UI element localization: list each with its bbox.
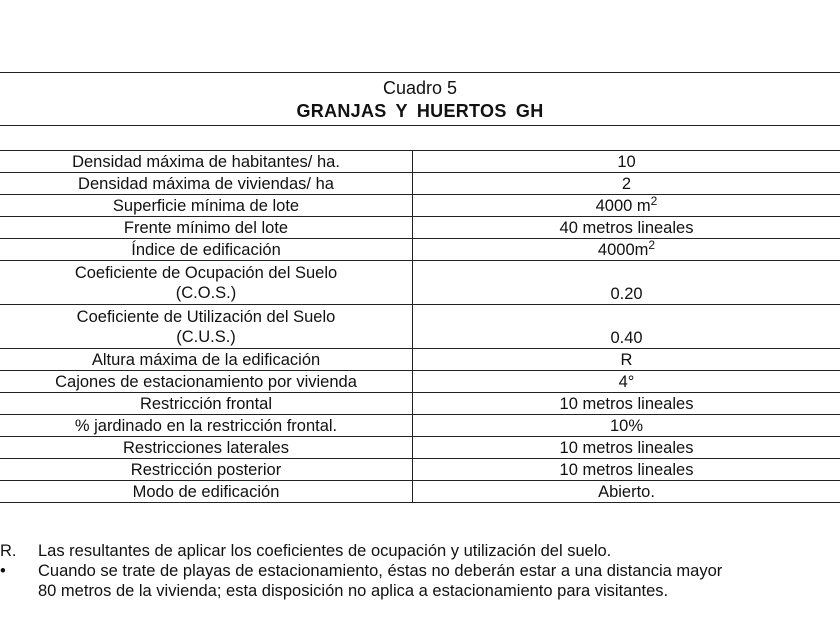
row-value: [413, 173, 840, 195]
row-label-text: Coeficiente de Utilización del Suelo: [76, 307, 336, 326]
row-label-abbrev: (C.U.S.): [176, 327, 236, 346]
row-label-abbrev: (C.O.S.): [175, 283, 237, 302]
row-value-text: Abierto.: [598, 483, 655, 501]
row-value-text: 10 metros lineales: [559, 439, 694, 457]
table-row: [0, 415, 840, 437]
row-value: [413, 371, 840, 393]
table-row: [0, 195, 840, 217]
row-label-text: Frente mínimo del lote: [123, 218, 289, 237]
note-r-marker: R.: [0, 542, 17, 560]
row-label: [0, 437, 413, 459]
row-value: [413, 217, 840, 239]
row-value-superscript: 2: [648, 238, 656, 252]
row-value-text: 2: [621, 175, 632, 193]
bullet-icon: •: [0, 562, 6, 580]
row-label: [0, 151, 413, 173]
row-label: [0, 217, 413, 239]
note-bullet: [0, 561, 840, 581]
row-value-text: R: [620, 351, 633, 369]
table-row: [0, 393, 840, 415]
row-label: [0, 173, 413, 195]
row-label-text: Coeficiente de Ocupación del Suelo: [74, 263, 338, 282]
notes: [0, 541, 840, 601]
row-value-superscript: 2: [650, 194, 658, 208]
row-label-text: Cajones de estacionamiento por vivienda: [55, 372, 357, 391]
row-value: [413, 261, 840, 305]
row-value-text: 10%: [609, 417, 644, 435]
table-row: [0, 371, 840, 393]
table-row: [0, 239, 840, 261]
row-value: [413, 459, 840, 481]
spec-table: [0, 150, 840, 503]
row-label-text: Altura máxima de la edificación: [91, 350, 321, 369]
row-value-text: 0.20: [610, 285, 643, 303]
note-bullet-line2: 80 metros de la vivienda; esta disposición no aplica a estacionamiento para visitantes.: [38, 582, 669, 600]
note-bullet-line1: Cuando se trate de playas de estacionamiento, éstas no deberán estar a una distancia mayor: [38, 562, 723, 580]
row-value-text: 4000m: [597, 241, 649, 259]
row-label: [0, 371, 413, 393]
row-label: [0, 481, 413, 503]
row-value-text: 4000 m: [595, 197, 651, 215]
row-value-text: 10: [617, 153, 636, 171]
row-label-text: Modo de edificación: [132, 482, 280, 501]
row-value: [413, 151, 840, 173]
row-label-text: Restricciones laterales: [123, 438, 289, 457]
row-label-text: Superficie mínima de lote: [112, 196, 300, 215]
row-value: [413, 195, 840, 217]
row-label: [0, 239, 413, 261]
row-label-text: Restricción frontal: [139, 394, 273, 413]
row-value: [413, 305, 840, 349]
table-row: [0, 481, 840, 503]
table-row: [0, 437, 840, 459]
table-row: [0, 151, 840, 173]
row-value: [413, 415, 840, 437]
row-label-text: Índice de edificación: [131, 240, 281, 259]
row-label: [0, 415, 413, 437]
note-r: [0, 541, 840, 561]
caption-number: Cuadro 5: [382, 78, 458, 98]
row-label: [0, 305, 413, 349]
note-r-text: Las resultantes de aplicar los coeficientes de ocupación y utilización del suelo.: [38, 542, 612, 560]
row-value-text: 0.40: [610, 329, 643, 347]
row-value-text: 40 metros lineales: [559, 219, 694, 237]
table-caption: [0, 72, 840, 126]
row-label-text: % jardinado en la restricción frontal.: [74, 416, 338, 435]
table-row: [0, 349, 840, 371]
row-label: [0, 261, 413, 305]
row-label: [0, 349, 413, 371]
row-value: [413, 239, 840, 261]
row-value-text: 10 metros lineales: [559, 395, 694, 413]
row-label-text: Restricción posterior: [130, 460, 282, 479]
caption-title: GRANJAS Y HUERTOS GH: [296, 101, 544, 121]
table-row: [0, 261, 840, 305]
row-value: [413, 393, 840, 415]
row-label: [0, 195, 413, 217]
row-value: [413, 481, 840, 503]
row-value-text: 10 metros lineales: [559, 461, 694, 479]
row-value: [413, 349, 840, 371]
table-row: [0, 217, 840, 239]
table-row: [0, 173, 840, 195]
row-label: [0, 459, 413, 481]
table-row: [0, 305, 840, 349]
row-label-text: Densidad máxima de viviendas/ ha: [78, 174, 334, 193]
table-row: [0, 459, 840, 481]
row-value: [413, 437, 840, 459]
row-label: [0, 393, 413, 415]
row-value-text: 4°: [618, 373, 635, 391]
row-label-text: Densidad máxima de habitantes/ ha.: [72, 152, 340, 171]
